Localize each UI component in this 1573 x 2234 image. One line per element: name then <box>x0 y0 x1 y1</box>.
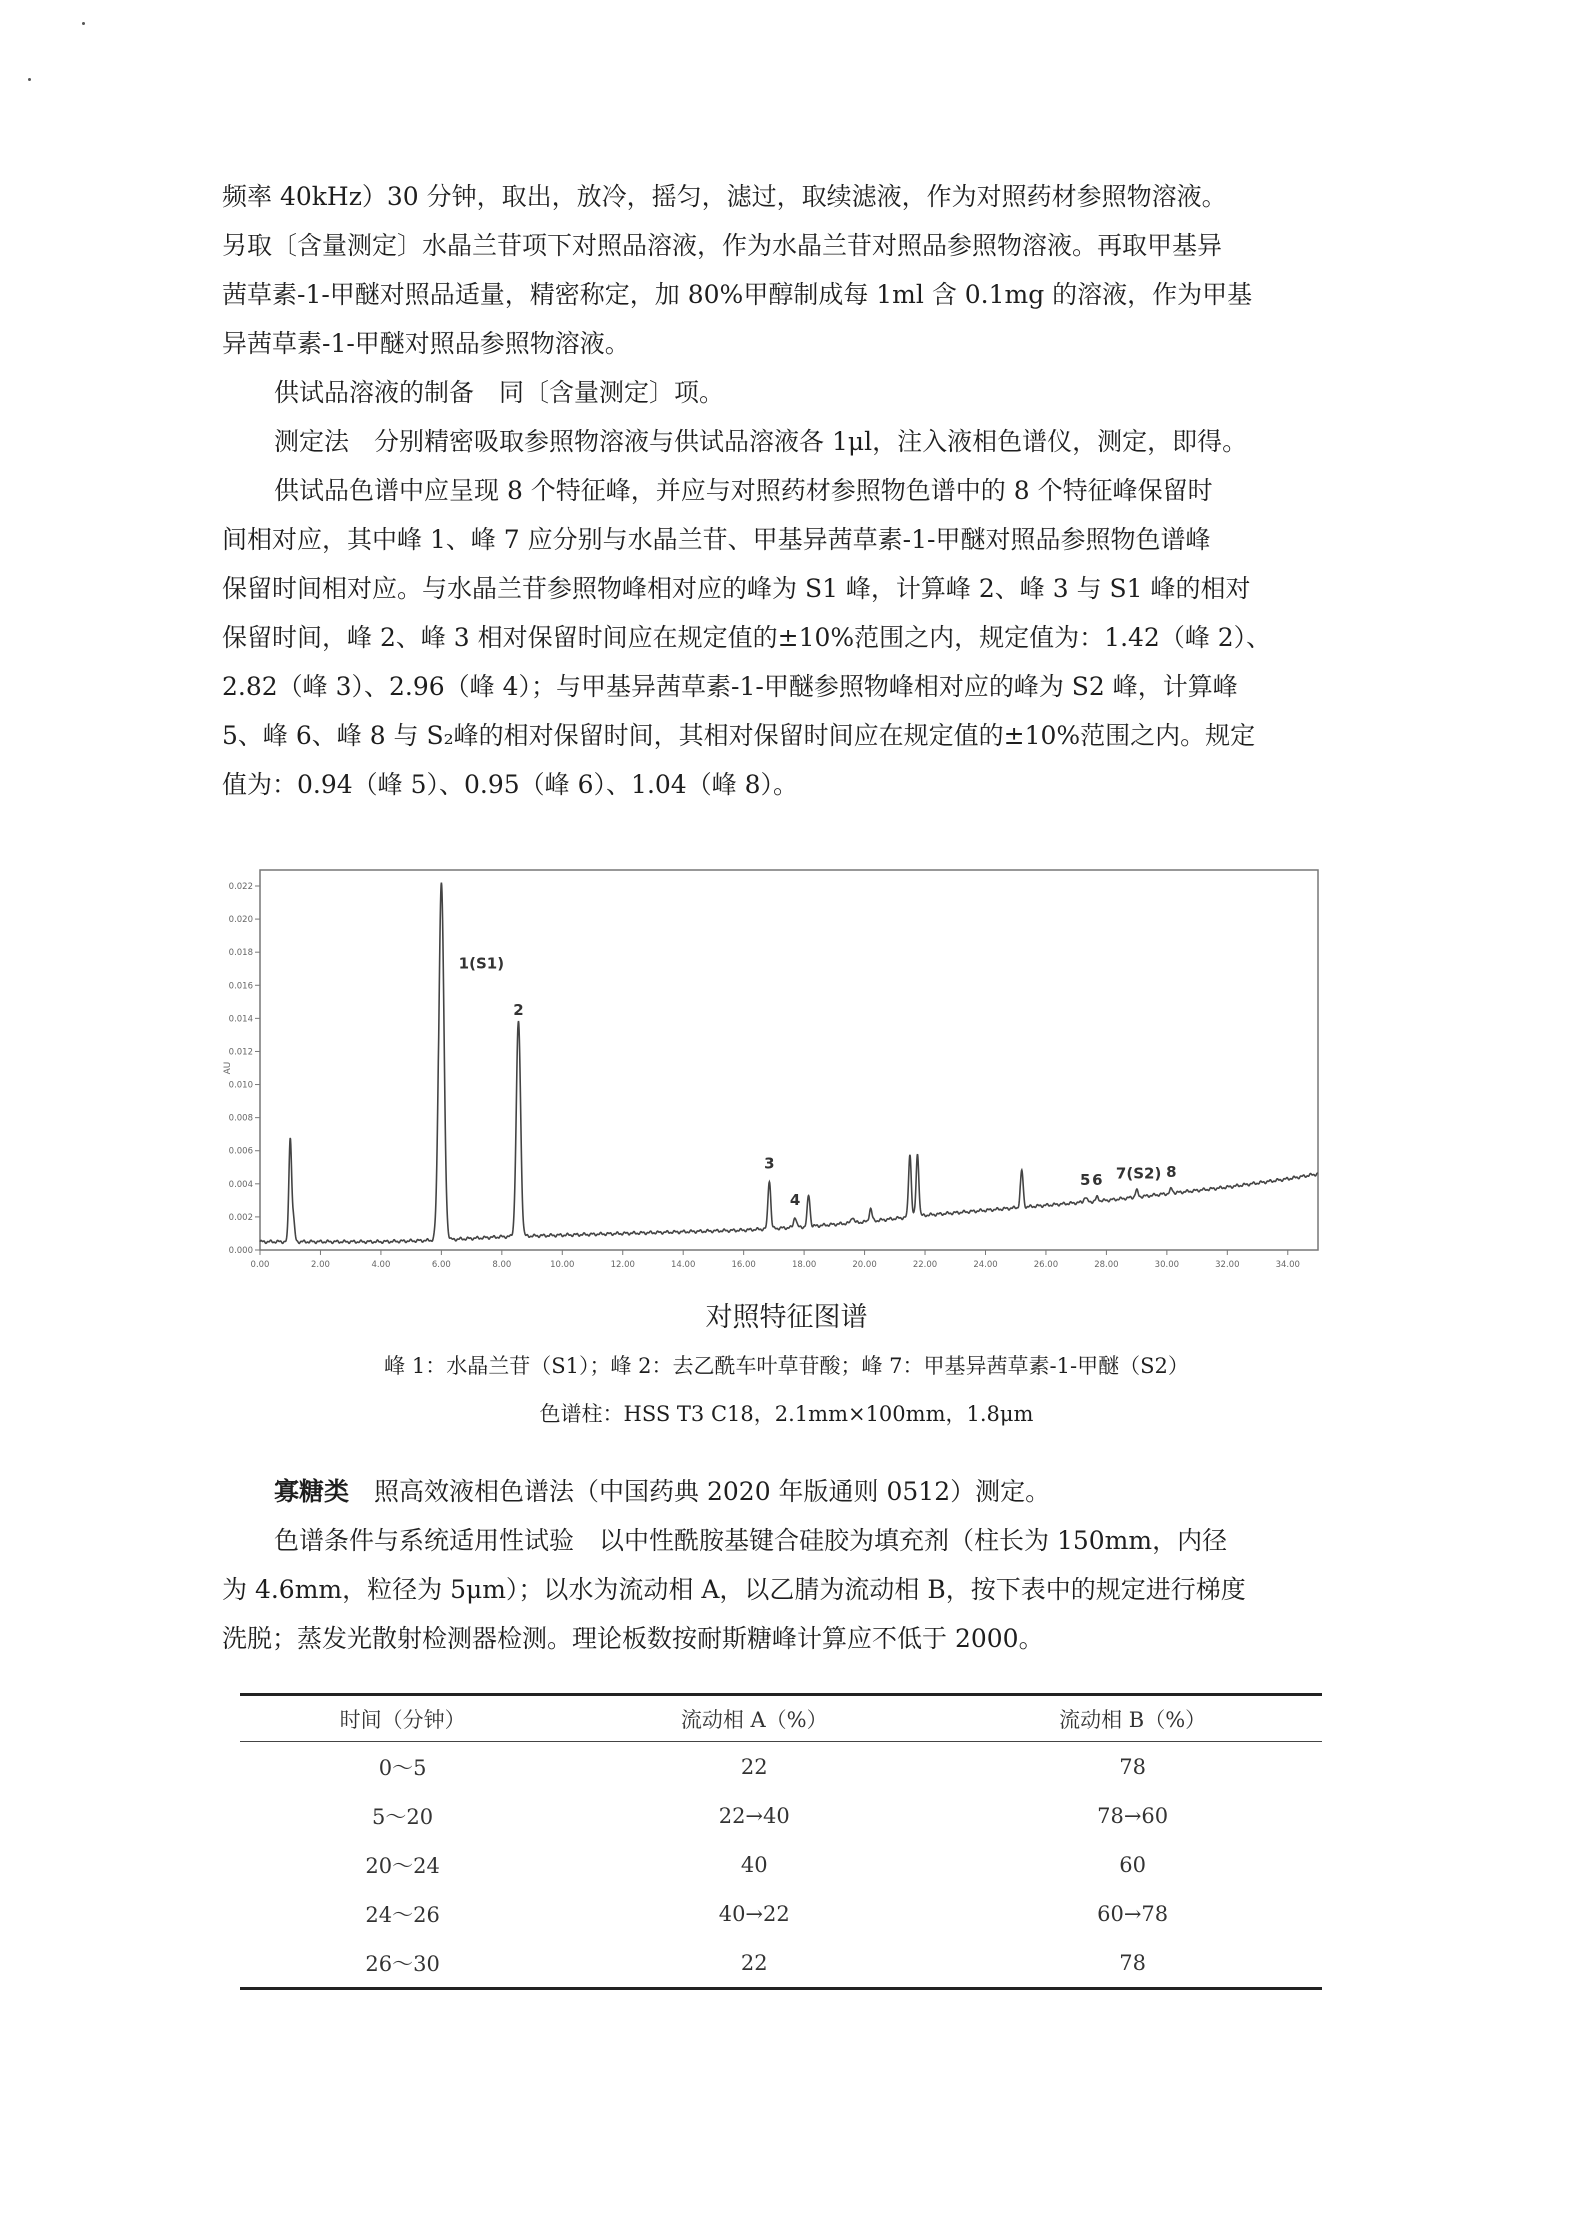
section-text: 照高效液相色谱法（中国药典 2020 年版通则 0512）测定。 <box>374 1477 1051 1506</box>
text-line: 供试品色谱中应呈现 8 个特征峰，并应与对照药材参照物色谱中的 8 个特征峰保留时 <box>274 476 1213 505</box>
table-row <box>240 1889 1322 1938</box>
y-axis-label: AU <box>223 1061 233 1075</box>
x-tick-label: 22.00 <box>912 1260 938 1270</box>
x-tick-label: 4.00 <box>371 1260 391 1270</box>
column-header: 流动相 A（%） <box>565 1695 943 1742</box>
paragraph-characteristic-peaks <box>222 466 1342 809</box>
peak-label: 8 <box>1166 1162 1177 1181</box>
text-line <box>222 1467 1342 1516</box>
text-line: 保留时间相对应。与水晶兰苷参照物峰相对应的峰为 S1 峰，计算峰 2、峰 3 与 S1 峰的相对 <box>222 574 1251 603</box>
scan-speck <box>28 78 31 81</box>
x-tick-label: 20.00 <box>852 1260 877 1270</box>
text-line: 异茜草素-1-甲醚对照品参照物溶液。 <box>222 329 630 358</box>
table-cell: 78→60 <box>1097 1803 1169 1828</box>
x-tick-label: 14.00 <box>671 1260 696 1270</box>
paragraph-reference-solution <box>222 172 1342 368</box>
table-cell: 40→22 <box>718 1901 790 1926</box>
y-tick-label: 0.004 <box>228 1179 253 1190</box>
table-header-row <box>240 1695 1322 1742</box>
table-cell: 20～24 <box>365 1853 440 1878</box>
x-tick-label: 0.00 <box>250 1260 270 1270</box>
text-line: 5、峰 6、峰 8 与 S₂峰的相对保留时间，其相对保留时间应在规定值的±10%范围之内。规定 <box>222 721 1256 750</box>
table-cell: 22 <box>565 1938 943 1989</box>
table-cell: 22→40 <box>718 1803 790 1828</box>
figure-caption-column: 色谱柱：HSS T3 C18，2.1mm×100mm，1.8μm <box>539 1402 1034 1426</box>
peak-label: 1(S1) <box>458 954 505 973</box>
table-row <box>240 1791 1322 1840</box>
x-tick-label: 2.00 <box>310 1260 330 1270</box>
y-tick-label: 0.022 <box>228 882 253 892</box>
chromatogram-chart <box>218 868 1330 1288</box>
figure-title: 对照特征图谱 <box>705 1302 868 1333</box>
y-tick-label: 0.014 <box>228 1014 253 1025</box>
table-cell: 60 <box>1119 1852 1146 1877</box>
paragraph-oligosaccharides <box>222 1467 1342 1516</box>
text-line: 色谱条件与系统适用性试验 以中性酰胺基键合硅胶为填充剂（柱长为 150mm，内径 <box>274 1526 1228 1555</box>
column-header: 时间（分钟） <box>240 1695 565 1742</box>
gradient-table <box>240 1693 1322 1990</box>
peak-label: 4 <box>789 1190 801 1209</box>
peak-label: 7(S2) <box>1115 1164 1162 1183</box>
table-row <box>240 1840 1322 1889</box>
y-tick-label: 0.010 <box>228 1080 253 1091</box>
y-tick-label: 0.012 <box>228 1047 253 1058</box>
x-tick-label: 34.00 <box>1275 1260 1300 1270</box>
x-tick-label: 30.00 <box>1154 1260 1180 1270</box>
table-cell: 5～20 <box>372 1804 434 1829</box>
text-line: 为 4.6mm，粒径为 5μm）；以水为流动相 A，以乙腈为流动相 B，按下表中的规定进行梯度 <box>222 1575 1246 1604</box>
table-cell: 0～5 <box>378 1755 427 1780</box>
y-tick-label: 0.000 <box>228 1246 253 1256</box>
x-tick-label: 6.00 <box>431 1260 451 1270</box>
table-cell: 40 <box>740 1852 768 1877</box>
text-line: 测定法 分别精密吸取参照物溶液与供试品溶液各 1μl，注入液相色谱仪，测定，即得。 <box>274 427 1248 456</box>
table-cell: 78 <box>1119 1754 1146 1779</box>
scan-speck <box>82 22 85 25</box>
text-line: 洗脱；蒸发光散射检测器检测。理论板数按耐斯糖峰计算应不低于 2000。 <box>222 1624 1044 1653</box>
peak-label: 5 <box>1080 1171 1091 1190</box>
y-tick-label: 0.018 <box>228 948 253 959</box>
y-tick-label: 0.002 <box>228 1212 253 1223</box>
column-header: 流动相 B（%） <box>943 1695 1322 1742</box>
text-line: 供试品溶液的制备 同〔含量测定〕项。 <box>274 378 725 407</box>
x-tick-label: 26.00 <box>1033 1260 1059 1270</box>
x-tick-label: 16.00 <box>731 1260 756 1270</box>
text-line: 茜草素-1-甲醚对照品适量，精密称定，加 80%甲醇制成每 1ml 含 0.1mg 的溶液，作为甲基 <box>222 280 1253 309</box>
text-line: 频率 40kHz）30 分钟，取出，放冷，摇匀，滤过，取续滤液，作为对照药材参照物溶液。 <box>222 182 1227 211</box>
text-line: 间相对应，其中峰 1、峰 7 应分别与水晶兰苷、甲基异茜草素-1-甲醚对照品参照物色谱峰 <box>222 525 1211 554</box>
table-cell: 24～26 <box>365 1902 440 1927</box>
text-line: 值为：0.94（峰 5）、0.95（峰 6）、1.04（峰 8）。 <box>222 770 799 799</box>
text-line: 另取〔含量测定〕水晶兰苷项下对照品溶液，作为水晶兰苷对照品参照物溶液。再取甲基异 <box>222 231 1223 260</box>
text-line: 保留时间，峰 2、峰 3 相对保留时间应在规定值的±10%范围之内，规定值为：1.42（峰 2）、 <box>222 623 1272 652</box>
figure-caption-peaks: 峰 1：水晶兰苷（S1）；峰 2：去乙酰车叶草苷酸；峰 7：甲基异茜草素-1-甲醚（S2） <box>384 1354 1189 1378</box>
table-cell: 78 <box>943 1938 1322 1989</box>
paragraph-chromatographic-conditions <box>222 1516 1342 1663</box>
table-cell: 60→78 <box>1097 1901 1169 1926</box>
section-heading: 寡糖类 <box>274 1477 350 1506</box>
paragraph-test-solution <box>222 368 1342 417</box>
table-cell: 22 <box>740 1754 768 1779</box>
peak-label: 6 <box>1092 1171 1103 1190</box>
x-tick-label: 24.00 <box>973 1260 998 1270</box>
text-line: 2.82（峰 3）、2.96（峰 4）；与甲基异茜草素-1-甲醚参照物峰相对应的峰为 S2 峰，计算峰 <box>222 672 1238 701</box>
y-tick-label: 0.006 <box>228 1146 253 1157</box>
y-tick-label: 0.016 <box>228 981 253 992</box>
paragraph-method <box>222 417 1342 466</box>
y-tick-label: 0.008 <box>228 1113 253 1124</box>
peak-label: 3 <box>764 1154 775 1173</box>
x-tick-label: 32.00 <box>1215 1260 1240 1270</box>
table-row <box>240 1938 1322 1989</box>
x-tick-label: 8.00 <box>492 1260 512 1270</box>
chromatogram-figure <box>218 868 1330 1288</box>
table-cell: 26～30 <box>240 1938 565 1989</box>
peak-label: 2 <box>513 1001 524 1020</box>
table-row <box>240 1742 1322 1792</box>
chromatogram-trace <box>260 883 1318 1244</box>
x-tick-label: 12.00 <box>610 1260 635 1270</box>
x-tick-label: 28.00 <box>1094 1260 1119 1270</box>
x-tick-label: 10.00 <box>550 1260 575 1270</box>
y-tick-label: 0.020 <box>228 915 253 926</box>
x-tick-label: 18.00 <box>791 1260 817 1270</box>
